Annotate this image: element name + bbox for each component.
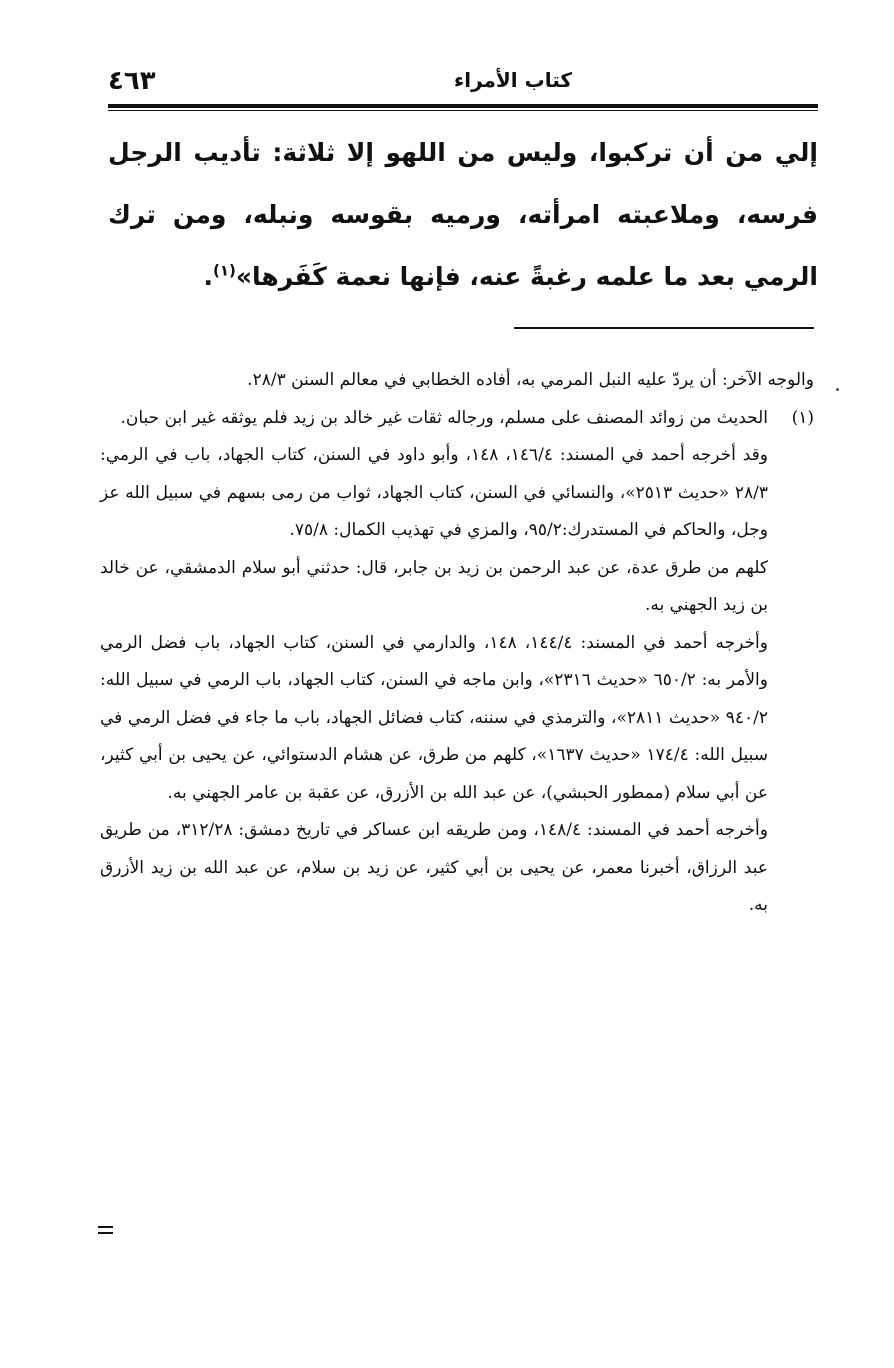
hadith-paragraph [108,122,818,308]
footnotes [100,362,814,925]
margin-speck [836,388,839,391]
hadith-body: إلي من أن تركبوا، وليس من اللهو إلا ثلاثة: تأديب الرجل فرسه، وملاعبته امرأته، ورميه بقوسه ونبله، ومن ترك الرمي بعد ما علمه رغبةً عنه، فإنها نعمة كَفَرها» [108,138,818,291]
continuation-mark [98,1226,113,1234]
hadith-text [108,122,818,308]
footnote-paragraph: كلهم من طرق عدة، عن عبد الرحمن بن زيد بن جابر، قال: حدثني أبو سلام الدمشقي، عن خالد بن زيد الجهني به. [100,557,768,615]
footnote-1 [100,400,814,925]
footnote-marker: (١) [791,407,814,428]
hadith-end-punctuation: . [203,262,214,291]
running-title: كتاب الأمراء [453,68,573,92]
footnote-carryover: والوجه الآخر: أن يردّ عليه النبل المرمي به، أفاده الخطابي في معالم السنن ٢٨/٣. [247,370,814,390]
footnote-paragraph: وأخرجه أحمد في المسند: ١٤٤/٤، ١٤٨، والدارمي في السنن، كتاب الجهاد، باب فضل الرمي والأمر به: ٦٥٠/٢ «حديث ٢٣١٦»، وابن ماجه في السنن، كتاب الجهاد، باب الرمي في سبيل الله: ٩٤٠/٢ «حديث ٢٨١١»، والترمذي في سننه، كتاب فضائل الجهاد، باب ما جاء في فضل الرمي في سبيل الله: ١٧٤/٤ «حديث ١٦٣٧»، كلهم من طرق، عن هشام الدستوائي، عن يحيى بن أبي كثير، عن أبي سلام (ممطور الحبشي)، عن عبد الله بن الأزرق، عن عقبة بن عامر الجهني به. [100,632,768,803]
footnote-reference: (١) [213,261,236,280]
footnote-paragraph: الحديث من زوائد المصنف على مسلم، ورجاله ثقات غير خالد بن زيد فلم يوثقه غير ابن حبان. [120,407,768,428]
footnote-body [100,400,768,925]
footnote-paragraph: وقد أخرجه أحمد في المسند: ١٤٦/٤، ١٤٨، وأبو داود في السنن، كتاب الجهاد، باب في الرمي: ٢٨/٣ «حديث ٢٥١٣»، والنسائي في السنن، كتاب الجهاد، ثواب من رمى بسهم في سبيل الله عز وجل، والحاكم في المستدرك:٩٥/٢، والمزي في تهذيب الكمال: ٧٥/٨. [100,445,768,540]
footnote-paragraph: وأخرجه أحمد في المسند: ١٤٨/٤، ومن طريقه ابن عساكر في تاريخ دمشق: ٣١٢/٢٨، من طريق عبد الرزاق، أخبرنا معمر، عن يحيى بن أبي كثير، عن زيد بن سلام، عن عبد الله بن زيد الأزرق به. [100,820,768,915]
page-header [108,60,818,106]
header-rule-thin [108,110,818,111]
footnote-divider [514,327,814,329]
header-rule-thick [108,104,818,108]
page-number: ٤٦٣ [108,66,156,96]
